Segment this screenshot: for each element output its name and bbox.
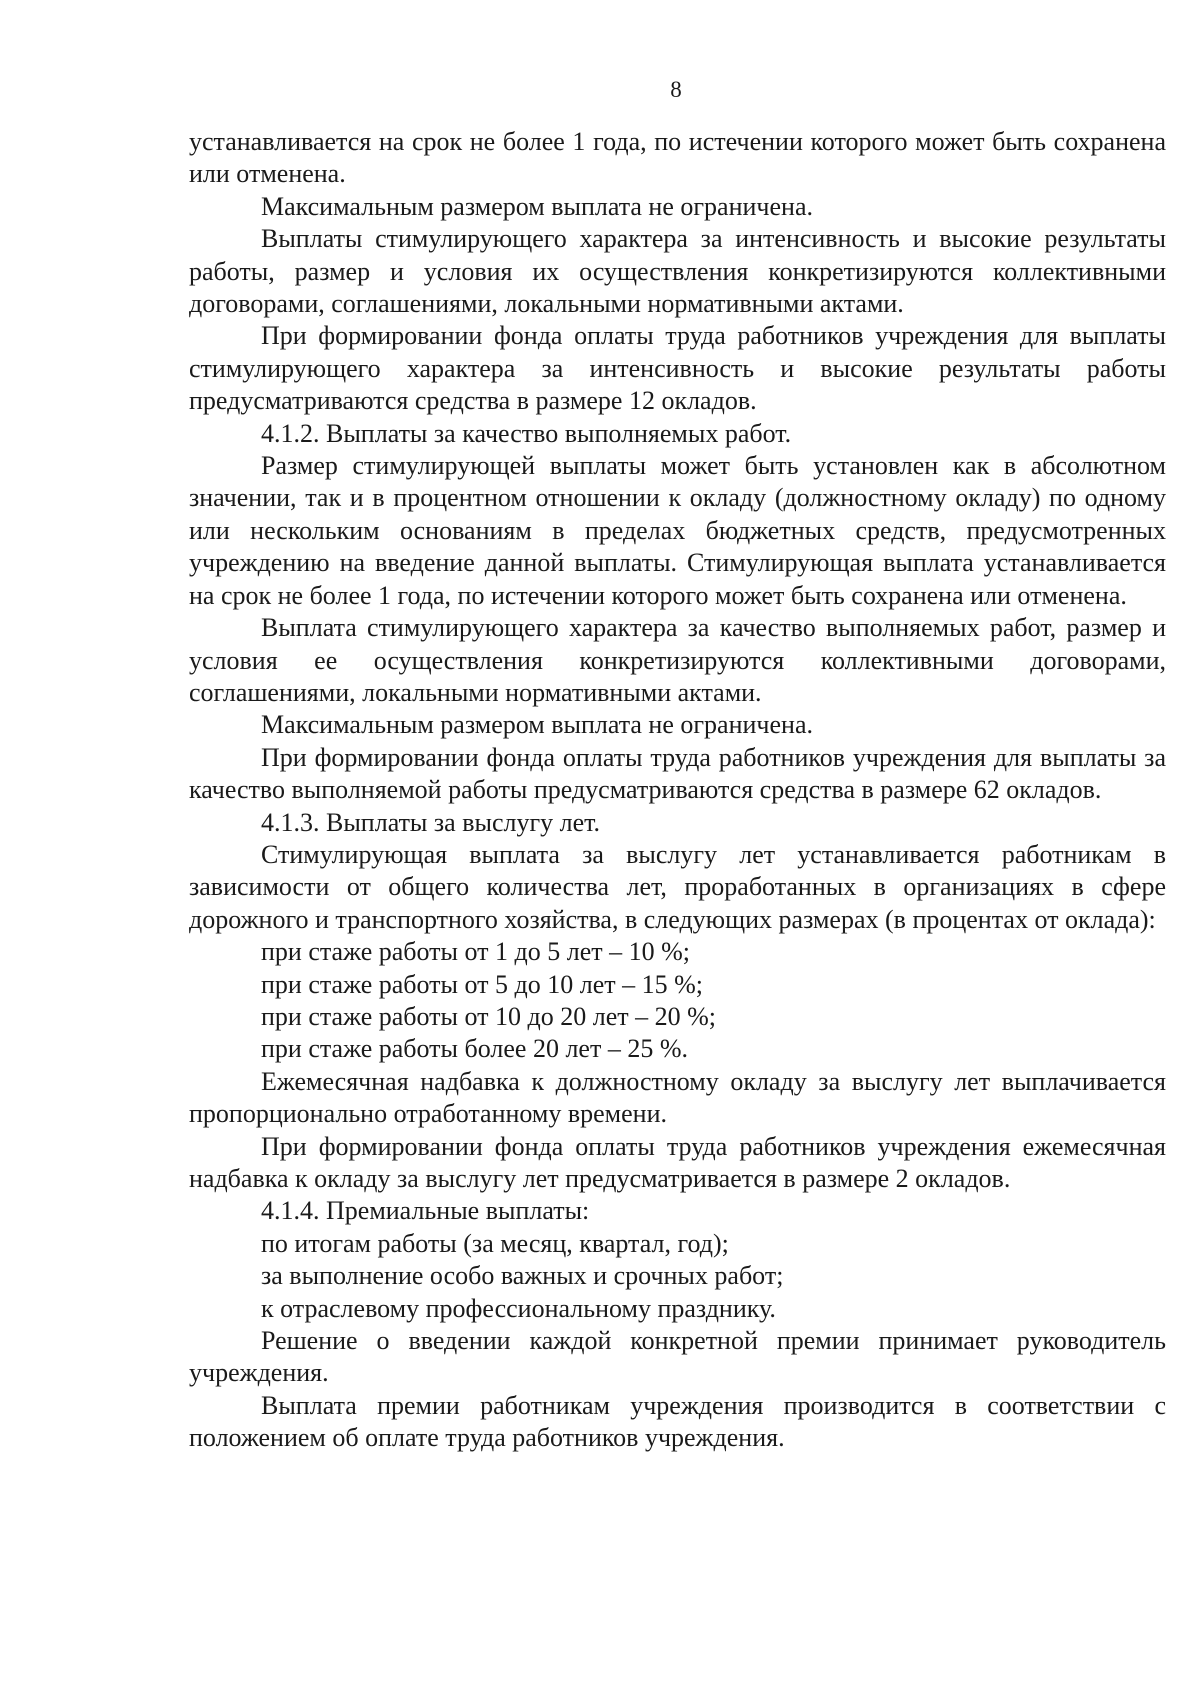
list-item-seniority: при стаже работы от 10 до 20 лет – 20 %; — [261, 1001, 717, 1031]
paragraph-quality-fund: При формировании фонда оплаты труда работников учреждения для выплаты за качество выполняемой работы предусматриваются средства в размере 62 окладов. — [189, 742, 1166, 805]
list-item-bonus: по итогам работы (за месяц, квартал, год); — [261, 1228, 729, 1258]
section-heading-4-1-2: 4.1.2. Выплаты за качество выполняемых работ. — [261, 418, 792, 448]
page-number: 8 — [670, 77, 682, 102]
list-item-seniority: при стаже работы от 1 до 5 лет – 10 %; — [261, 937, 691, 967]
paragraph-bonus-decision: Решение о введении каждой конкретной премии принимает руководитель учреждения. — [189, 1326, 1166, 1388]
paragraph-intensity-fund: При формировании фонда оплаты труда работников учреждения для выплаты стимулирующего характера за интенсивность и высокие результаты работы предусматриваются средства в размере 12 окладов. — [189, 321, 1166, 416]
paragraph-bonus-payment: Выплата премии работникам учреждения производится в соответствии с положением об оплате труда работников учреждения. — [189, 1390, 1166, 1453]
paragraph-continuation: устанавливается на срок не более 1 года, по истечении которого может быть сохранена или отменена. — [189, 127, 1166, 189]
paragraph-max-size: Максимальным размером выплата не ограничена. — [261, 191, 813, 221]
list-item-bonus: к отраслевому профессиональному празднику. — [261, 1293, 776, 1323]
section-heading-4-1-3: 4.1.3. Выплаты за выслугу лет. — [261, 807, 601, 837]
paragraph-intensity-payments: Выплаты стимулирующего характера за интенсивность и высокие результаты работы, размер и условия их осуществления конкретизируются коллективными договорами, соглашениями, локальными нормативными актами. — [189, 224, 1166, 319]
paragraph-quality-payments: Выплата стимулирующего характера за качество выполняемых работ, размер и условия ее осуществления конкретизируются коллективными договорами, соглашениями, локальными нормативными актами. — [189, 613, 1166, 707]
list-item-seniority: при стаже работы более 20 лет – 25 %. — [261, 1034, 688, 1064]
paragraph-seniority-fund: При формировании фонда оплаты труда работников учреждения ежемесячная надбавка к окладу за выслугу лет предусматривается в размере 2 окладов. — [189, 1131, 1166, 1193]
paragraph-monthly-bonus: Ежемесячная надбавка к должностному окладу за выслугу лет выплачивается пропорционально отработанному времени. — [189, 1066, 1166, 1129]
paragraph-max-size-2: Максимальным размером выплата не ограничена. — [261, 710, 813, 740]
paragraph-quality-size: Размер стимулирующей выплаты может быть установлен как в абсолютном значении, так и в процентном отношении к окладу (должностному окладу) по одному или нескольким основаниям в пределах бюджетных средств, предусмотренных учреждению на введение данной выплаты. Стимулирующая выплата устанавливается на срок не более 1 года, по истечении которого может быть сохранена или отменена. — [189, 451, 1166, 610]
list-item-bonus: за выполнение особо важных и срочных работ; — [261, 1261, 784, 1291]
paragraph-seniority-intro: Стимулирующая выплата за выслугу лет устанавливается работникам в зависимости от общего количества лет, проработанных в организациях в сфере дорожного и транспортного хозяйства, в следующих размерах (в процентах от оклада): — [189, 839, 1166, 934]
section-heading-4-1-4: 4.1.4. Премиальные выплаты: — [261, 1196, 590, 1226]
list-item-seniority: при стаже работы от 5 до 10 лет – 15 %; — [261, 969, 704, 999]
document-body — [189, 126, 1166, 1455]
